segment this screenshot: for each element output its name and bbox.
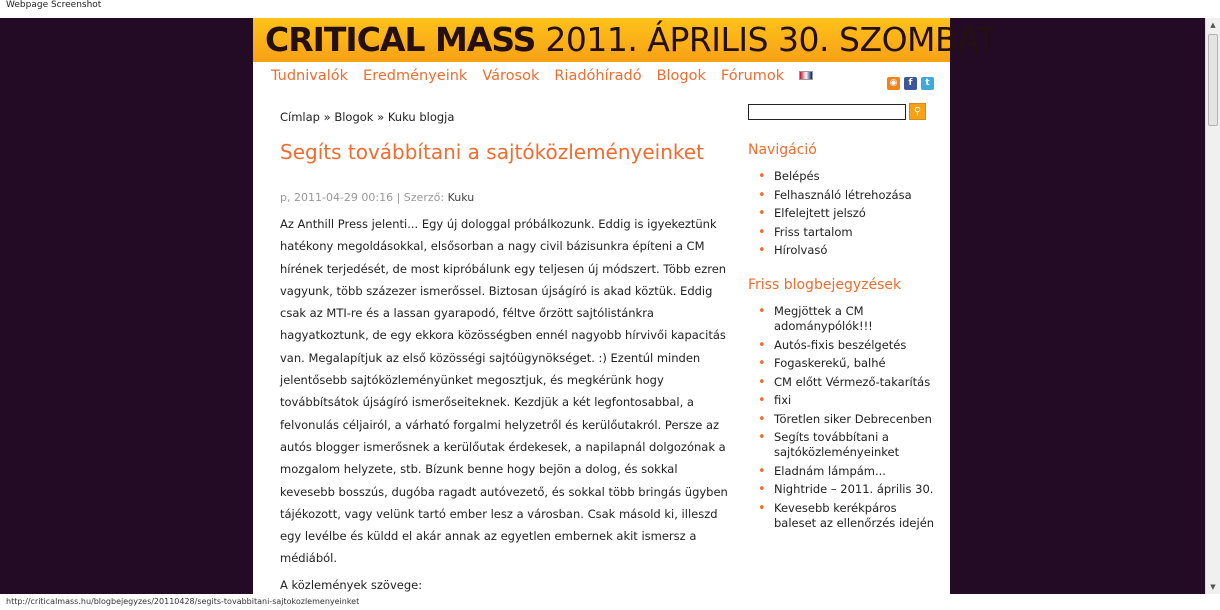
site-banner[interactable] (253, 18, 997, 62)
blog-link[interactable]: • fixi (758, 393, 938, 408)
main-nav (271, 68, 942, 88)
breadcrumb-separator: » (319, 110, 335, 124)
search-button[interactable] (909, 103, 926, 120)
post-body: Az Anthill Press jelenti... Egy új dologgal próbálkozunk. Eddig is igyekeztünk hatékony megoldásokkal, elsősorban a nagy civil bázisunkra építeni a CM hírének terjedését, de most kipróbálunk egy teljesen új módszert. Több ezren vagyunk, több százezer ismerőssel. Biztosan újságíró is akad köztük. Eddig csak az MTI-re és a lassan gyarapodó, féltve őrzött sajtólistánkra hagyatkoztunk, de egy ekkora közösségben ennél nagyobb hírvivői kapacitás van. Megalapítjuk az első közösségi sajtóügynökséget. :) Ezentúl minden jelentősebb sajtóközleményünket megosztjuk, és megkérünk hogy továbbítsátok újságíró ismerőseiteknek. Kezdjük a két legfontosabbal, a felvonulás céljairól, a várható forgalmi helyzetről és kerülőutakról. Persze az autós blogger ismerősnek a kerülőutak érdekesek, a napilapnál dolgozónak a mozgalom helyzete, stb. Bízunk benne hogy bejön a dolog, és sokkal kevesebb bosszús, dugóba ragadt autóvezető, és sokkal több bringás ügyben tájékozott, vagy velünk tartó ember lesz a városban. Csak másold ki, illeszd egy levélbe és küldd el akár annak az egyetlen embernek akit ismersz a médiából. (280, 217, 728, 566)
blog-link[interactable]: • Töretlen siker Debrecenben (758, 412, 938, 427)
nav-item-eredmenyeink[interactable]: Eredményeink (363, 68, 468, 84)
blog-link[interactable]: • Megjöttek a CM adománypólók!!! (758, 304, 938, 334)
sidebar (748, 103, 938, 534)
blog-link[interactable]: • Segíts továbbítani a sajtóközleményeinket (758, 430, 938, 460)
nav-link-register[interactable]: • Felhasználó létrehozása (758, 188, 938, 203)
scrollbar-thumb[interactable] (1208, 34, 1218, 126)
browser-viewport (0, 18, 1205, 594)
nav-link-forgot-password[interactable]: • Elfelejtett jelszó (758, 206, 938, 221)
breadcrumb-current[interactable]: Kuku blogja (387, 110, 455, 124)
recent-blogs-heading: Friss blogbejegyzések (748, 277, 902, 293)
banner-title-bold: CRITICAL MASS (265, 20, 536, 59)
banner-title-date: 2011. ÁPRILIS 30. SZOMBAT (545, 20, 997, 59)
nav-item-forumok[interactable]: Fórumok (720, 68, 785, 84)
breadcrumb-blogs[interactable]: Blogok (334, 110, 374, 124)
blog-link[interactable]: • Fogaskerekű, balhé (758, 356, 938, 371)
main-content (280, 110, 730, 592)
scroll-up-icon[interactable]: ▲ (1210, 21, 1216, 29)
breadcrumb-home[interactable]: Címlap (280, 110, 320, 124)
page-container (253, 18, 997, 594)
nav-link-feed-reader[interactable]: • Hírolvasó (758, 243, 938, 258)
post-author[interactable]: Kuku (447, 191, 475, 204)
blog-link[interactable]: • Eladnám lámpám... (758, 464, 938, 479)
vertical-scrollbar[interactable] (1205, 18, 1220, 594)
status-bar: http://criticalmass.hu/blogbejegyzes/20110428/segits-tovabbitani-sajtokozlemenyeinket (0, 594, 1220, 610)
blog-link[interactable]: • Autós-fixis beszélgetés (758, 338, 938, 353)
blog-link[interactable]: • Nightride – 2011. április 30. (758, 482, 938, 497)
banner-title (265, 20, 996, 59)
nav-link-login[interactable]: • Belépés (758, 169, 938, 184)
blog-link[interactable]: • Kevesebb kerékpáros baleset az ellenőrzés idején (758, 501, 938, 531)
social-icons (883, 70, 934, 90)
post-meta (280, 191, 730, 204)
post-title[interactable]: Segíts továbbítani a sajtóközleményeinket (280, 140, 704, 164)
nav-item-varosok[interactable]: Városok (482, 68, 540, 84)
blog-link[interactable]: • CM előtt Vérmező-takarítás (758, 375, 938, 390)
nav-item-tudnivalok[interactable]: Tudnivalók (271, 68, 349, 84)
nav-item-riadohirado[interactable]: Riadóhíradó (554, 68, 642, 84)
twitter-icon[interactable]: t (921, 77, 934, 90)
nav-item-blogok[interactable]: Blogok (656, 68, 706, 84)
navigation-heading: Navigáció (748, 142, 817, 158)
post-date: p, 2011-04-29 00:16 | Szerző: (280, 191, 448, 204)
nav-link-recent-content[interactable]: • Friss tartalom (758, 225, 938, 240)
facebook-icon[interactable]: f (904, 77, 917, 90)
breadcrumb-separator: » (373, 110, 388, 124)
search-icon: ⚲ (913, 106, 922, 117)
rss-icon[interactable]: ◉ (887, 77, 900, 90)
breadcrumb (280, 110, 730, 124)
post-subheading: A közlemények szövege: (280, 577, 423, 592)
recent-blogs-list (748, 304, 938, 531)
scroll-down-icon[interactable]: ▼ (1210, 583, 1216, 591)
search-input[interactable] (748, 104, 906, 120)
english-flag-icon[interactable] (799, 71, 813, 80)
navigation-list (748, 169, 938, 258)
screenshot-caption: Webpage Screenshot (6, 0, 102, 10)
search-form (748, 103, 938, 120)
